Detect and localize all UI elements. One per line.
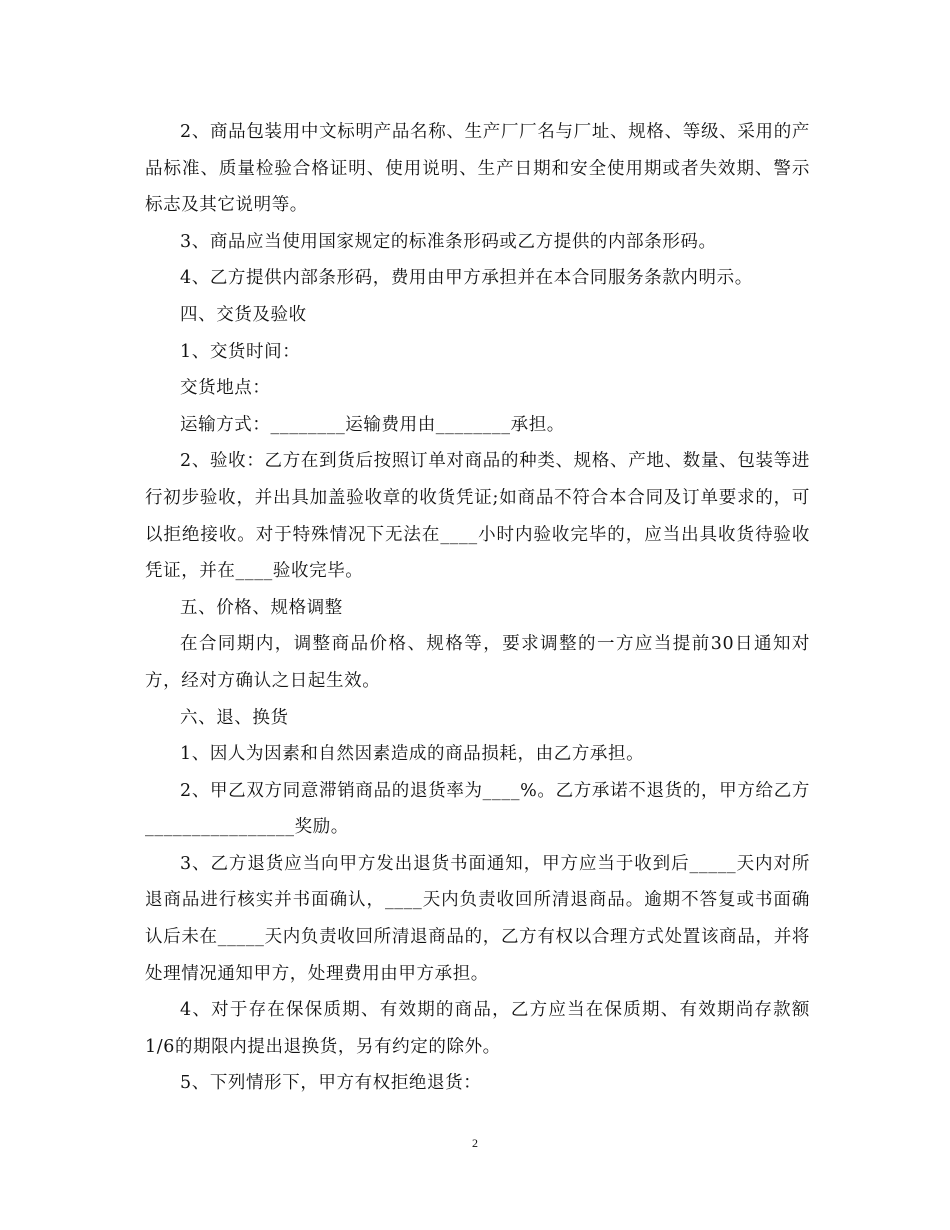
paragraph-return-rate: 2、甲乙双方同意滞销商品的退货率为____%。乙方承诺不退货的，甲方给乙方________________奖励。: [145, 780, 810, 838]
section-heading-delivery: 四、交货及验收: [180, 304, 307, 325]
paragraph-return-notice: 3、乙方退货应当向甲方发出退货书面通知，甲方应当于收到后_____天内对所退商品进行核实并书面确认，____天内负责收回所清退商品。逾期不答复或书面确认后未在_____天内负责收回所清退商品的，乙方有权以合理方式处置该商品，并将处理情况通知甲方，处理费用由甲方承担。: [145, 853, 810, 984]
paragraph-transport: 运输方式：________运输费用由________承担。: [180, 414, 565, 435]
paragraph-delivery-time: 1、交货时间：: [180, 341, 301, 362]
paragraph-packaging-labeling: 2、商品包装用中文标明产品名称、生产厂厂名与厂址、规格、等级、采用的产品标准、质量检验合格证明、使用说明、生产日期和安全使用期或者失效期、警示标志及其它说明等。: [145, 122, 810, 216]
paragraph-price-adjustment: 在合同期内，调整商品价格、规格等，要求调整的一方应当提前30日通知对方，经对方确认之日起生效。: [145, 634, 810, 691]
paragraph-refuse-return: 5、下列情形下，甲方有权拒绝退货：: [180, 1073, 482, 1094]
paragraph-barcode-standard: 3、商品应当使用国家规定的标准条形码或乙方提供的内部条形码。: [180, 231, 717, 252]
paragraph-return-loss: 1、因人为因素和自然因素造成的商品损耗，由乙方承担。: [180, 744, 645, 765]
paragraph-delivery-location: 交货地点：: [180, 378, 271, 399]
section-heading-price-adjustment: 五、价格、规格调整: [180, 597, 343, 618]
paragraph-acceptance: 2、验收：乙方在到货后按照订单对商品的种类、规格、产地、数量、包装等进行初步验收，并出具加盖验收章的收货凭证;如商品不符合本合同及订单要求的，可以拒绝接收。对于特殊情况下无法在____小时内验收完毕的，应当出具收货待验收凭证，并在____验收完毕。: [145, 451, 810, 582]
page-number: 2: [472, 1136, 478, 1150]
paragraph-barcode-fee: 4、乙方提供内部条形码，费用由甲方承担并在本合同服务条款内明示。: [180, 268, 753, 289]
document-body: [145, 114, 810, 1102]
section-heading-returns: 六、退、换货: [180, 707, 289, 728]
paragraph-shelf-life: 4、对于存在保保质期、有效期的商品，乙方应当在保质期、有效期尚存款额1/6的期限内提出退换货，另有约定的除外。: [145, 1000, 810, 1057]
